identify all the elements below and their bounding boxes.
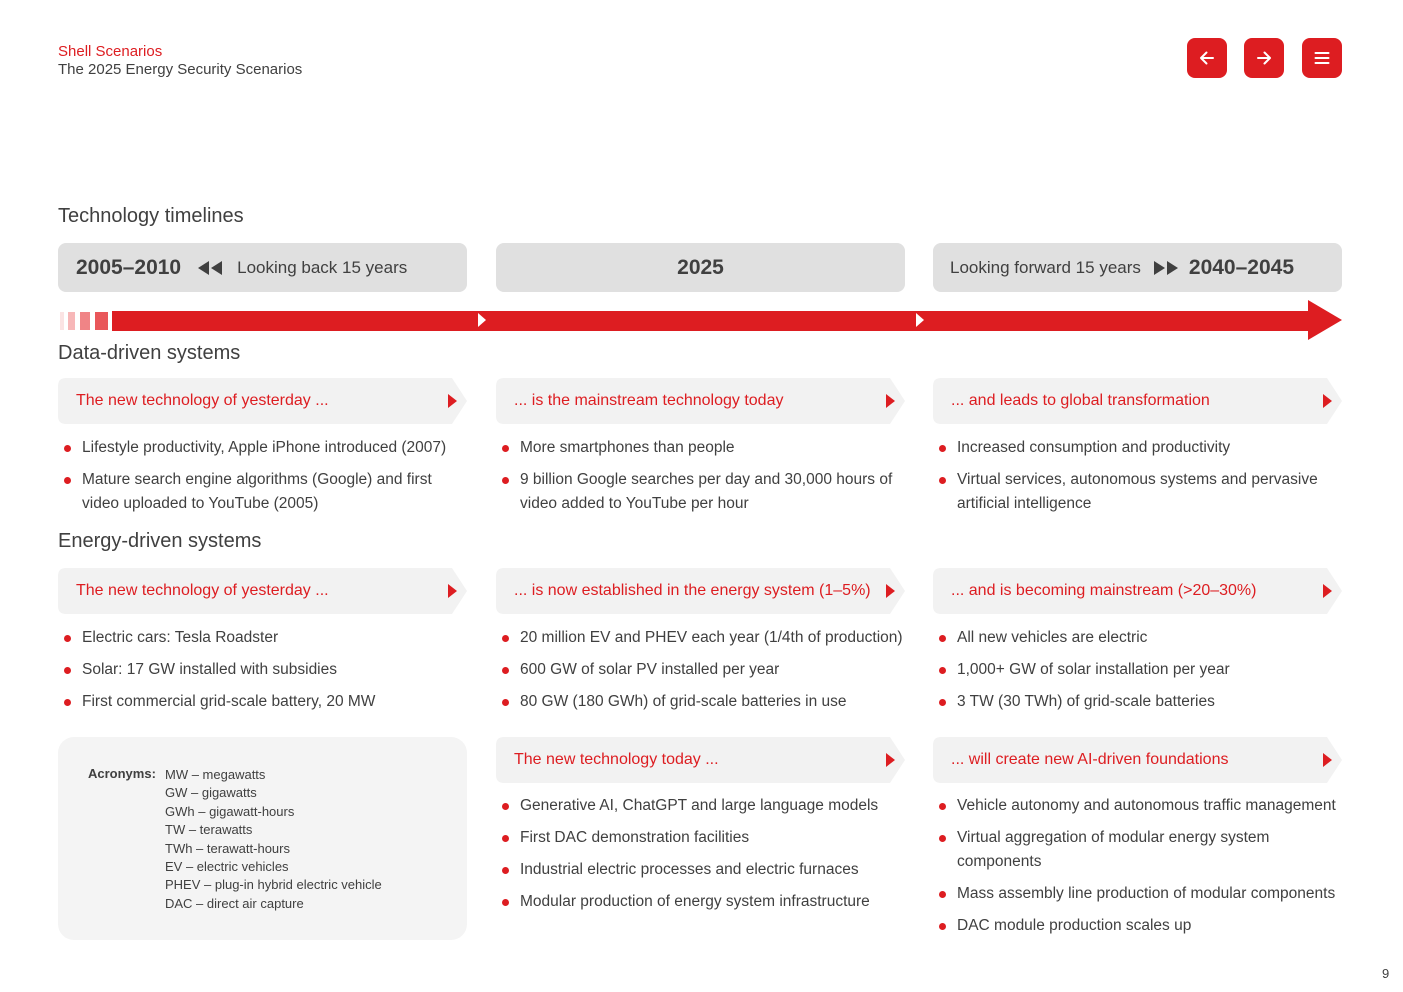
energy-past-list [58,626,463,722]
present-year: 2025 [677,255,724,279]
back-button[interactable] [1187,38,1227,78]
list-item: 3 TW (30 TWh) of grid-scale batteries [933,690,1338,714]
past-years: 2005–2010 [76,255,182,279]
list-item: Virtual services, autonomous systems and pervasive artificial intelligence [933,468,1338,516]
list-item: DAC module production scales up [933,914,1341,938]
play-arrow-icon [448,584,457,598]
list-item: Vehicle autonomy and autonomous traffic management [933,794,1341,818]
acronym-item: GW – gigawatts [165,785,257,801]
past-label: Looking back 15 years [237,257,408,277]
page-number: 9 [1382,966,1390,981]
energy-future-pill: ... and is becoming mainstream (>20–30%) [933,568,1342,614]
acronym-item: DAC – direct air capture [165,895,304,911]
list-item: First DAC demonstration facilities [496,826,901,850]
energy-past-pill: The new technology of yesterday ... [58,568,467,614]
header [58,43,302,79]
document-title: The 2025 Energy Security Scenarios [58,61,303,78]
list-item: Mass assembly line production of modular components [933,882,1341,906]
arrow-left-icon [1197,48,1217,68]
acronym-item: PHEV – plug-in hybrid electric vehicle [165,877,382,893]
forward-button[interactable] [1244,38,1284,78]
play-arrow-icon [886,394,895,408]
play-arrow-icon [1323,394,1332,408]
energy-present-pill: ... is now established in the energy system (1–5%) [496,568,905,614]
list-item: More smartphones than people [496,436,896,460]
brand-name: Shell Scenarios [58,43,163,60]
play-arrow-icon [1323,753,1332,767]
list-item: Electric cars: Tesla Roadster [58,626,463,650]
menu-button[interactable] [1302,38,1342,78]
data-past-list [58,436,463,524]
new-tech-future-list [933,794,1341,946]
play-arrow-icon [886,584,895,598]
list-item: 1,000+ GW of solar installation per year [933,658,1338,682]
list-item: 600 GW of solar PV installed per year [496,658,916,682]
period-past [58,243,467,292]
acronym-item: GWh – gigawatt-hours [165,803,295,819]
future-label: Looking forward 15 years [950,257,1141,277]
data-present-pill: ... is the mainstream technology today [496,378,905,424]
list-item: Solar: 17 GW installed with subsidies [58,658,463,682]
list-item: Virtual aggregation of modular energy system components [933,826,1341,874]
new-tech-today-list [496,794,901,922]
data-future-pill: ... and leads to global transformation [933,378,1342,424]
energy-driven-title: Energy-driven systems [58,530,262,552]
list-item: Increased consumption and productivity [933,436,1338,460]
energy-present-list [496,626,916,722]
new-tech-future-pill: ... will create new AI-driven foundations [933,737,1342,783]
fast-forward-icon [1153,260,1179,276]
rewind-icon [197,260,223,276]
period-future [933,243,1342,292]
future-years: 2040–2045 [1188,255,1295,279]
list-item: 80 GW (180 GWh) of grid-scale batteries in use [496,690,916,714]
play-arrow-icon [448,394,457,408]
acronym-item: EV – electric vehicles [165,859,289,875]
section-title: Technology timelines [58,205,244,227]
play-arrow-icon [1323,584,1332,598]
acronym-item: MW – megawatts [165,767,266,782]
list-item: 20 million EV and PHEV each year (1/4th of production) [496,626,916,650]
data-past-pill: The new technology of yesterday ... [58,378,467,424]
list-item: Modular production of energy system infrastructure [496,890,901,914]
period-present [496,243,905,292]
list-item: First commercial grid-scale battery, 20 MW [58,690,463,714]
list-item: 9 billion Google searches per day and 30,000 hours of video added to YouTube per hour [496,468,896,516]
timeline-arrow [58,298,1343,342]
list-item: Generative AI, ChatGPT and large language models [496,794,901,818]
arrow-right-icon [1254,48,1274,68]
acronym-item: TWh – terawatt-hours [165,840,290,856]
hamburger-menu-icon [1312,48,1332,68]
data-driven-title: Data-driven systems [58,342,241,364]
acronyms-list [165,766,382,913]
list-item: Lifestyle productivity, Apple iPhone introduced (2007) [58,436,463,460]
play-arrow-icon [886,753,895,767]
list-item: Industrial electric processes and electric furnaces [496,858,901,882]
acronyms-label: Acronyms: [88,766,156,781]
energy-future-list [933,626,1338,722]
acronym-item: TW – terawatts [165,822,253,838]
data-present-list [496,436,896,524]
list-item: All new vehicles are electric [933,626,1338,650]
new-tech-today-pill: The new technology today ... [496,737,905,783]
list-item: Mature search engine algorithms (Google) and first video uploaded to YouTube (2005) [58,468,463,516]
data-future-list [933,436,1338,524]
